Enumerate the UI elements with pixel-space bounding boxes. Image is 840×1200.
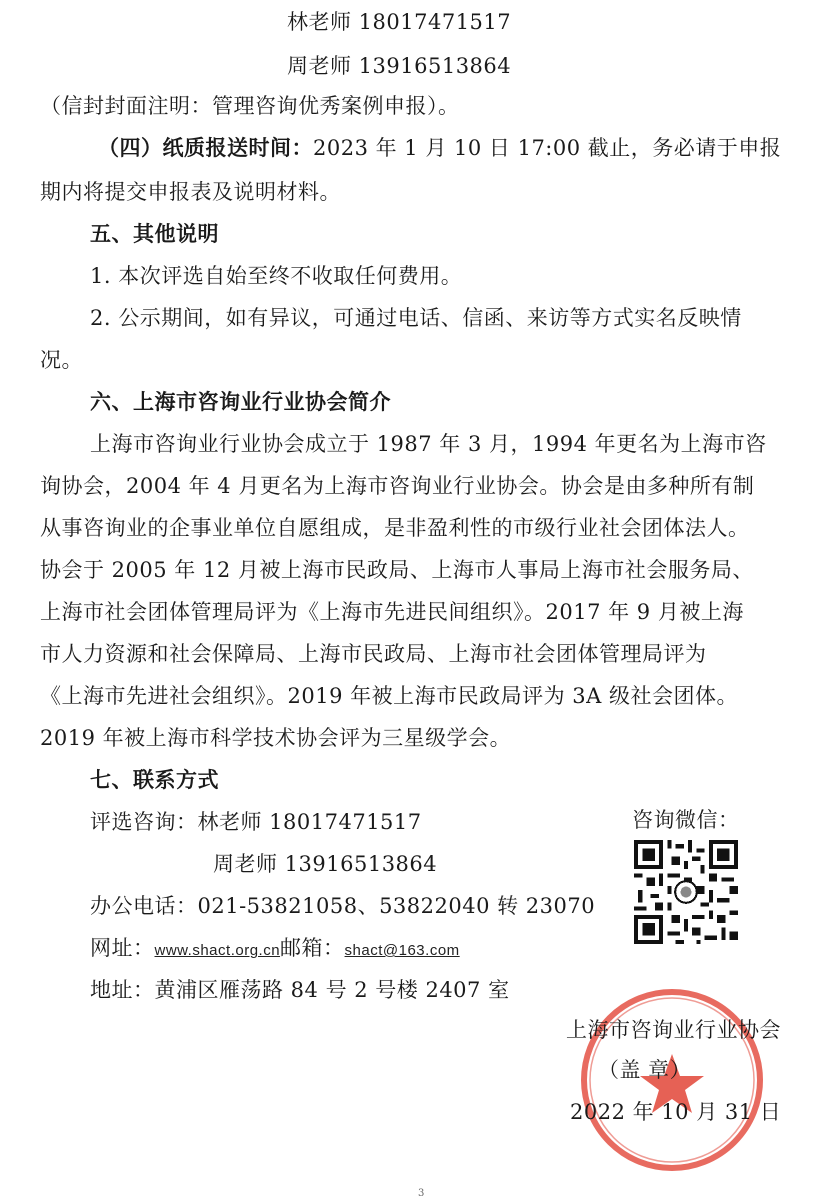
section-5-heading: 五、其他说明 bbox=[90, 222, 219, 246]
contact-zhou-top: 周老师 13916513864 bbox=[287, 54, 512, 78]
website-link[interactable]: www.shact.org.cn bbox=[154, 942, 281, 959]
intro-line-2: 询协会，2004 年 4 月更名为上海市咨询业行业协会。协会是由多种所有制 bbox=[40, 474, 755, 498]
note-2-cont: 况。 bbox=[40, 348, 83, 372]
intro-line-1: 上海市咨询业行业协会成立于 1987 年 3 月，1994 年更名为上海市咨 bbox=[90, 432, 767, 456]
wechat-label: 咨询微信： bbox=[632, 808, 740, 832]
email-link[interactable]: shact@163.com bbox=[344, 942, 460, 959]
contact-eval: 评选咨询：林老师 18017471517 bbox=[90, 810, 422, 834]
paper-submission-text: 2023 年 1 月 10 日 17:00 截止，务必请于申报 bbox=[313, 136, 782, 160]
contact-lin-top: 林老师 18017471517 bbox=[287, 10, 512, 34]
envelope-note: （信封封面注明：管理咨询优秀案例申报）。 bbox=[40, 94, 460, 118]
wechat-qr-code bbox=[634, 840, 738, 944]
intro-line-4: 协会于 2005 年 12 月被上海市民政局、上海市人事局上海市社会服务局、 bbox=[40, 558, 754, 582]
organization-name: 上海市咨询业行业协会 bbox=[566, 1018, 781, 1042]
section-7-heading: 七、联系方式 bbox=[90, 768, 219, 792]
paper-submission-cont: 期内将提交申报表及说明材料。 bbox=[40, 180, 341, 204]
intro-line-8: 2019 年被上海市科学技术协会评为三星级学会。 bbox=[40, 726, 512, 750]
note-1: 1. 本次评选自始至终不收取任何费用。 bbox=[90, 264, 463, 288]
email-label: 邮箱： bbox=[280, 936, 345, 960]
paper-submission-line bbox=[98, 134, 781, 162]
page-number: 3 bbox=[418, 1188, 425, 1199]
office-phone: 办公电话：021-53821058、53822040 转 23070 bbox=[90, 894, 596, 918]
note-2: 2. 公示期间，如有异议，可通过电话、信函、来访等方式实名反映情 bbox=[90, 306, 742, 330]
intro-line-5: 上海市社会团体管理局评为《上海市先进民间组织》。2017 年 9 月被上海 bbox=[40, 600, 744, 624]
web-email-line bbox=[90, 934, 460, 965]
section-6-heading: 六、上海市咨询业行业协会简介 bbox=[90, 390, 391, 414]
contact-eval-zhou: 周老师 13916513864 bbox=[213, 852, 438, 876]
paper-submission-label: （四）纸质报送时间： bbox=[98, 136, 313, 160]
seal-label: （盖 章） bbox=[598, 1058, 692, 1082]
intro-line-3: 从事咨询业的企事业单位自愿组成，是非盈利性的市级行业社会团体法人。 bbox=[40, 516, 750, 540]
intro-line-7: 《上海市先进社会组织》。2019 年被上海市民政局评为 3A 级社会团体。 bbox=[40, 684, 738, 708]
website-label: 网址： bbox=[90, 936, 155, 960]
sign-date: 2022 年 10 月 31 日 bbox=[570, 1100, 782, 1124]
intro-line-6: 市人力资源和社会保障局、上海市民政局、上海市社会团体管理局评为 bbox=[40, 642, 707, 666]
address: 地址：黄浦区雁荡路 84 号 2 号楼 2407 室 bbox=[90, 978, 510, 1002]
